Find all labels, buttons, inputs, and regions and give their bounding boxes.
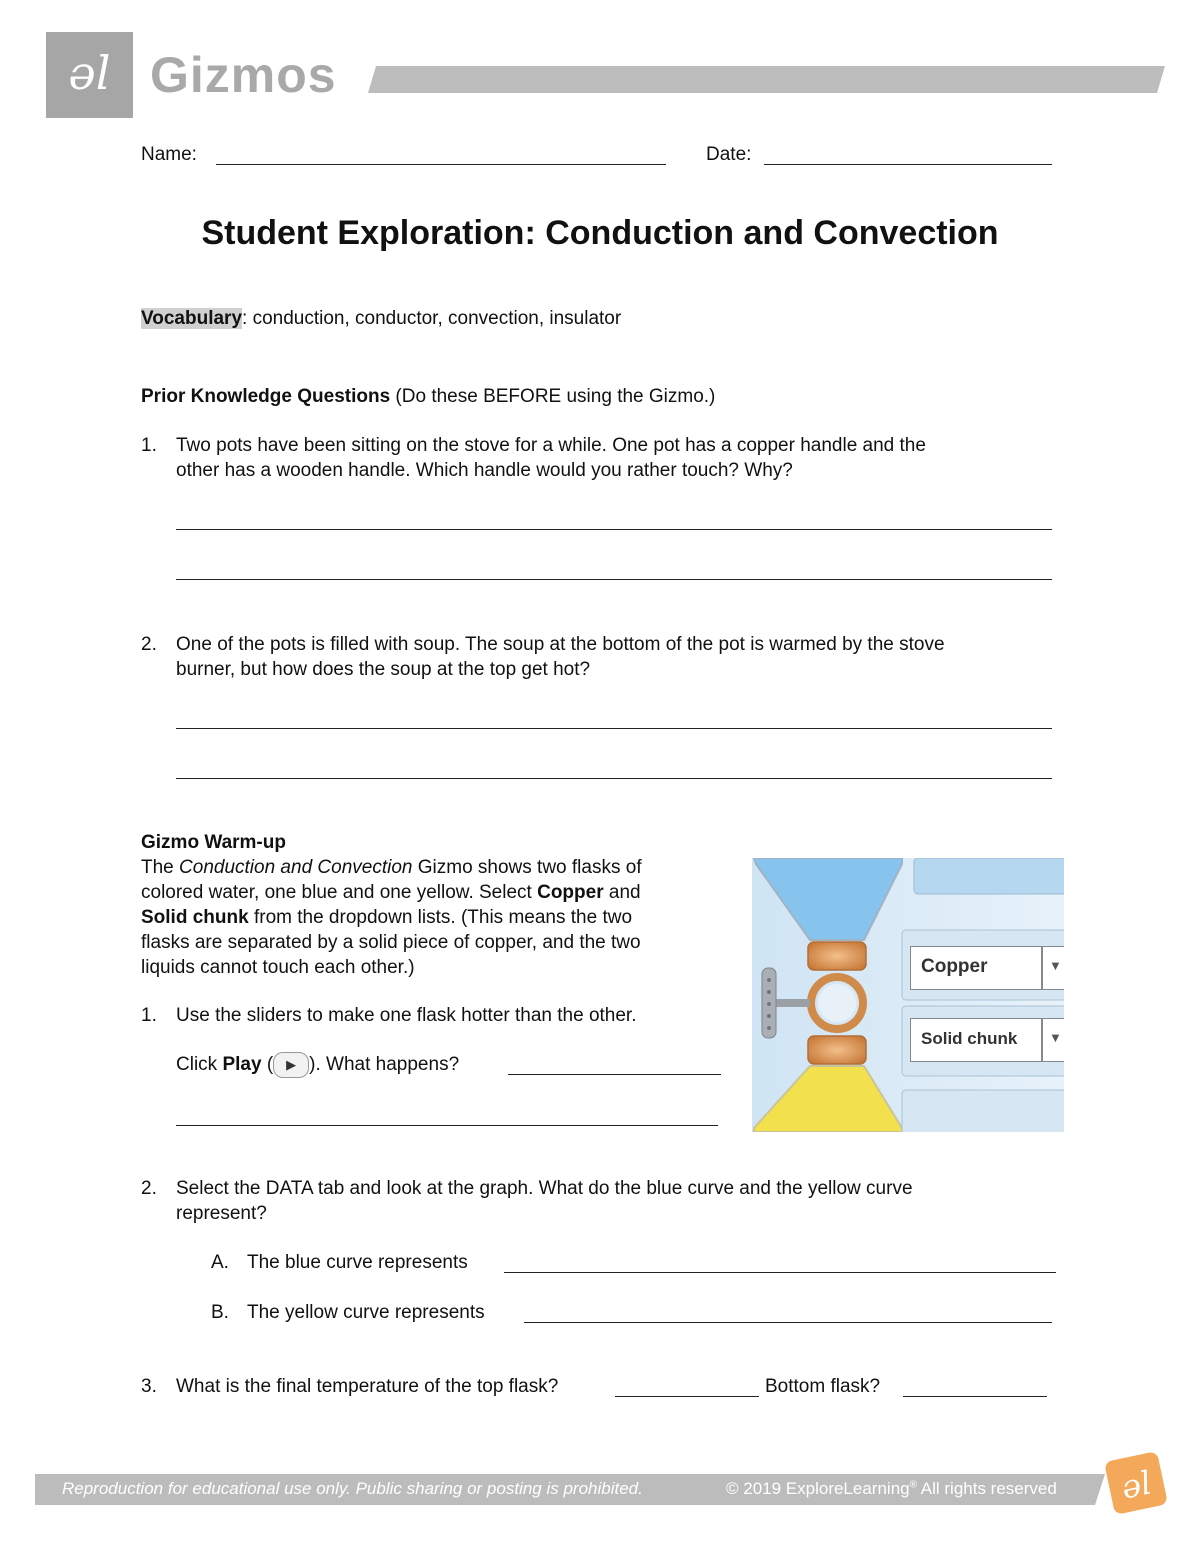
warmup-paragraph-line4: flasks are separated by a solid piece of copper, and the two — [141, 932, 641, 953]
page-title: Student Exploration: Conduction and Convection — [201, 214, 999, 252]
warmup-text: Click — [176, 1054, 223, 1076]
brand-name: Gizmos — [150, 47, 337, 103]
date-label: Date: — [706, 144, 752, 165]
footer-copyright — [726, 1479, 1057, 1499]
prior-q1-answer-line-2[interactable] — [176, 579, 1052, 580]
warmup-paragraph-line2 — [141, 880, 641, 905]
name-field[interactable] — [216, 164, 666, 165]
prior-q2-answer-line-1[interactable] — [176, 728, 1052, 729]
warmup-paragraph-line3 — [141, 905, 632, 930]
copper-term: Copper — [537, 882, 604, 903]
warmup-paragraph-line5: liquids cannot touch each other.) — [141, 957, 415, 978]
material-dropdown-arrow[interactable] — [1042, 946, 1064, 990]
vocabulary-line — [141, 306, 621, 331]
warmup-q1-answer-line[interactable] — [176, 1125, 718, 1126]
form-dropdown-value: Solid chunk — [921, 1029, 1018, 1048]
warmup-paragraph-line1 — [141, 855, 642, 880]
warmup-q3-text: What is the final temperature of the top flask? — [176, 1376, 559, 1397]
warmup-q2-a-letter: A. — [211, 1252, 229, 1273]
registered-mark: ® — [909, 1479, 917, 1491]
prior-q1-number: 1. — [141, 435, 157, 456]
prior-q1-line2: other has a wooden handle. Which handle would you rather touch? Why? — [176, 460, 793, 481]
warmup-q3-bottom-label: Bottom flask? — [765, 1376, 881, 1397]
form-dropdown[interactable] — [910, 1018, 1042, 1062]
warmup-q2-line1: Select the DATA tab and look at the graph. What do the blue curve and the yellow curve — [176, 1178, 913, 1199]
footer-reproduction-notice: Reproduction for educational use only. Public sharing or posting is prohibited. — [62, 1479, 643, 1498]
warmup-q1-number: 1. — [141, 1005, 157, 1026]
vocabulary-terms: : conduction, conductor, convection, insulator — [242, 308, 622, 329]
warmup-q2-line2: represent? — [176, 1203, 267, 1224]
prior-knowledge-note: (Do these BEFORE using the Gizmo.) — [390, 386, 716, 407]
warmup-q2-b-text: The yellow curve represents — [247, 1302, 485, 1323]
explorelearning-footer-logo-icon — [1103, 1450, 1169, 1516]
warmup-text: colored water, one blue and one yellow. Select — [141, 882, 538, 903]
svg-text:əl: əl — [1118, 1463, 1155, 1507]
gizmo-screenshot — [752, 858, 1064, 1132]
prior-knowledge-heading-line — [141, 384, 715, 409]
prior-q2-number: 2. — [141, 634, 157, 655]
gizmo-illustration — [752, 858, 1064, 1132]
chevron-down-icon: ▼ — [1049, 958, 1062, 973]
material-dropdown-value: Copper — [921, 956, 988, 977]
play-icon: ▶ — [273, 1052, 309, 1078]
top-flask-answer[interactable] — [615, 1396, 759, 1397]
warmup-q1-click-line — [176, 1052, 459, 1078]
prior-knowledge-heading: Prior Knowledge Questions — [141, 386, 391, 407]
warmup-text: ( — [261, 1054, 274, 1076]
warmup-text: from the dropdown lists. (This means the two — [248, 907, 633, 928]
warmup-q1-answer-inline[interactable] — [508, 1074, 721, 1075]
warmup-q2-b-letter: B. — [211, 1302, 229, 1323]
header-bar — [368, 66, 1165, 93]
solid-chunk-term: Solid chunk — [141, 907, 249, 928]
form-dropdown-arrow[interactable] — [1042, 1018, 1064, 1062]
warmup-text: Gizmo shows two flasks of — [412, 857, 642, 878]
prior-q2-line1: One of the pots is filled with soup. The soup at the bottom of the pot is warmed by the stove — [176, 634, 945, 655]
date-field[interactable] — [764, 164, 1052, 165]
material-dropdown[interactable] — [910, 946, 1042, 990]
warmup-q2-a-text: The blue curve represents — [247, 1252, 468, 1273]
prior-q1-answer-line-1[interactable] — [176, 529, 1052, 530]
chevron-down-icon: ▼ — [1049, 1030, 1062, 1045]
warmup-q2-number: 2. — [141, 1178, 157, 1199]
logo-glyph: əl — [68, 46, 111, 100]
bottom-flask-answer[interactable] — [903, 1396, 1047, 1397]
warmup-q3-number: 3. — [141, 1376, 157, 1397]
warmup-text: ). What happens? — [309, 1054, 460, 1076]
warmup-text: and — [603, 882, 641, 903]
vocabulary-label: Vocabulary — [141, 308, 243, 329]
name-label: Name: — [141, 144, 197, 165]
explorelearning-logo — [46, 32, 133, 118]
rights-text: All rights reserved — [916, 1479, 1057, 1498]
play-term: Play — [222, 1054, 262, 1076]
prior-q2-line2: burner, but how does the soup at the top get hot? — [176, 659, 591, 680]
gizmo-name: Conduction and Convection — [179, 857, 413, 878]
copyright-text: © 2019 ExploreLearning — [726, 1479, 910, 1498]
prior-q2-answer-line-2[interactable] — [176, 778, 1052, 779]
warmup-text: The — [141, 857, 180, 878]
warmup-heading: Gizmo Warm-up — [141, 832, 286, 853]
warmup-q1-text: Use the sliders to make one flask hotter than the other. — [176, 1005, 637, 1026]
warmup-q2-a-answer[interactable] — [504, 1272, 1056, 1273]
warmup-q2-b-answer[interactable] — [524, 1322, 1052, 1323]
prior-q1-line1: Two pots have been sitting on the stove for a while. One pot has a copper handle and the — [176, 435, 926, 456]
